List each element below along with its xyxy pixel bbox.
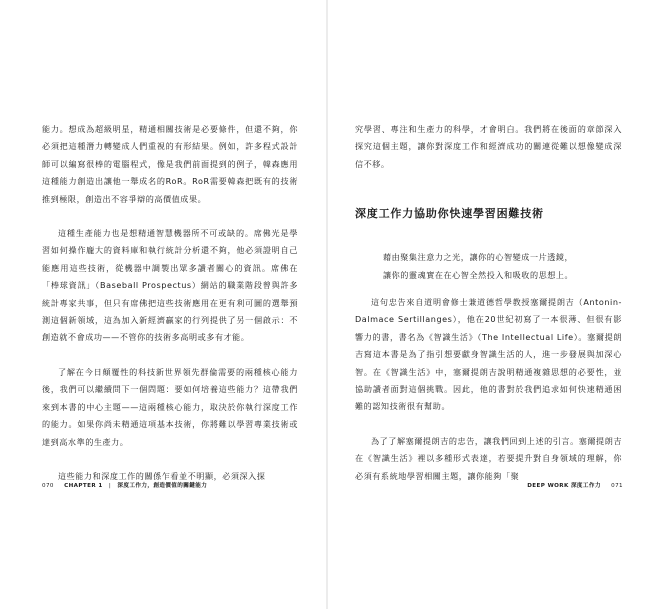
left-running-footer: 070 CHAPTER 1 | 深度工作力，創造價值的關鍵能力 (42, 483, 208, 489)
paragraph: 為了了解塞爾提朗吉的忠告，讓我們回到上述的引言。塞爾提朗吉在《智識生活》裡以多種形式表達，若要提升對自身領域的理解，你必須有系統地學習相關主題，讓你能夠「聚 (355, 435, 622, 481)
paragraph: 這種生產能力也是想精通智慧機器所不可或缺的。席佛光是學習如何操作龐大的資料庫和執行統計分析還不夠，他必須證明自己能應用這些技術，從機器中調製出眾多讀者關心的資訊。席佛在「棒球資訊」（Baseball Prospectus）網站的職業階段曾與許多統計專家共事，但只有席佛把這些技術應用在更有利可圖的選舉預測這個新領域，這為加入新經濟贏家的行列提供了另一個啟示：不創造就不會成功——不管你的技術多高明或多有才能。 (42, 228, 298, 343)
right-running-footer (527, 481, 623, 489)
left-page (0, 0, 327, 609)
right-page (327, 0, 655, 609)
paragraph: 能力。想成為超級明星，精通相關技術是必要條件，但還不夠，你必須把這種潛力轉變成人們重視的有形結果。例如，許多程式設計師可以編寫很棒的電腦程式，像是我們前面提到的例子，韓森應用這種能力創造出讓他一舉成名的RoR。RoR需要韓森把既有的技術推到極限，創造出不容爭辯的高價值成果。 (42, 124, 298, 204)
paragraph: 了解在今日顛覆性的科技新世界領先群倫需要的兩種核心能力後，我們可以繼續問下一個問題：要如何培養這些能力？這帶我們來到本書的中心主題——這兩種核心能力，取決於你執行深度工作的能力。如果你尚未精通這項基本技術，你將難以學習專業技術或達到高水準的生產力。 (42, 366, 298, 447)
chapter-title: 深度工作力，創造價值的關鍵能力 (117, 483, 208, 489)
paragraph: 這句忠告來自道明會修士兼道德哲學教授塞爾提朗吉（Antonin-Dalmace Sertillanges），他在20世紀初寫了一本很薄、但很有影響力的書，書名為《智識生活》（The Intellectual Life）。塞爾提朗吉寫這本書是為了指引想要獻身智識生活的人，進一步發展與加深心智。在《智識生活》中，塞爾提朗吉說明精通複雜思想的必要性，並協助讀者面對這個挑戰。因此，他的書對於我們追求如何快速精通困難的認知技術很有幫助。 (355, 297, 622, 412)
chapter-label: CHAPTER 1 (64, 483, 103, 489)
page-number: 070 (42, 483, 54, 489)
paragraph: 究學習、專注和生產力的科學，才會明白。我們將在後面的章節深入探究這個主題，讓你對深度工作和經濟成功的關連從難以想像變成深信不移。 (355, 124, 622, 169)
paragraph: 這些能力和深度工作的關係乍看並不明顯，必須深入探 (58, 470, 266, 481)
section-heading: 深度工作力協助你快速學習困難技術 (355, 207, 544, 221)
page-number: 071 (611, 483, 623, 489)
book-title: 深度工作力 (570, 483, 601, 489)
epigraph-quote (355, 249, 622, 284)
quote-line: 讓你的靈魂實在在心智全然投入和吸收的思想上。 (383, 269, 574, 280)
right-text-column (355, 121, 622, 485)
book-label: DEEP WORK (527, 483, 569, 489)
quote-line: 藉由聚集注意力之光，讓你的心智變成一片透鏡， (383, 252, 574, 263)
left-text-column (42, 121, 298, 485)
